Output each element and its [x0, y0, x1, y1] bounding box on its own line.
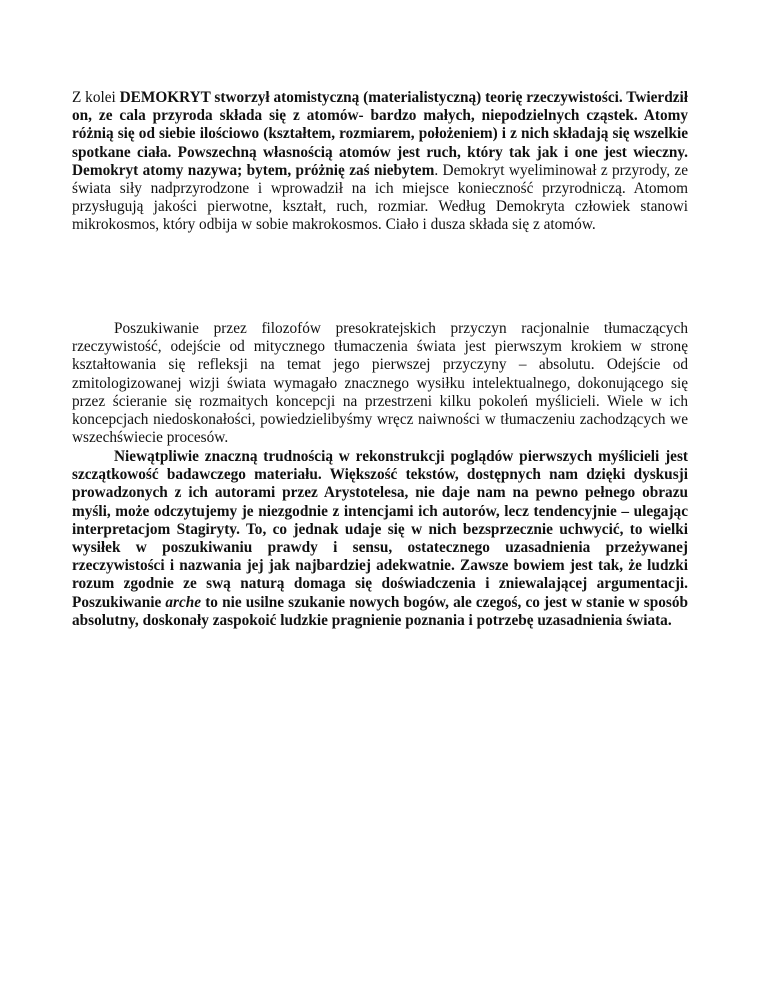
democritus-name: DEMOKRYT	[119, 89, 211, 106]
paragraph-democritus-trailing-text: . Demokryt wyeliminował z przyrody, ze świata siły nadprzyrodzone i wprowadził na ich miejsce konieczność przyrodniczą. Atomom przysługują jakości pierwotne, kształt, ruch, rozmiar. Według Demokryta człowiek stanowi mikrokosmos, który odbija w sobie makrokosmos. Ciało i dusza składa się z atomów.	[72, 161, 689, 234]
paragraph-democritus	[72, 89, 688, 235]
paragraph-presocratics: Poszukiwanie przez filozofów presokratejskich przyczyn racjonalnie tłumaczących rzeczywistość, odejście od mitycznego tłumaczenia świata jest pierwszym krokiem w stronę kształtowania się refleksji na temat jego pierwszej przyczyny – absolutu. Odejście od zmitologizowanej wizji świata wymagało znacznego wysiłku intelektualnego, dokonującego się przez ścieranie się rozmaitych koncepcji na przestrzeni kilku pokoleń myślicieli. Wiele w ich koncepcjach niedoskonałości, powiedzielibyśmy wręcz naiwności w tłumaczeniu zachodzących we wszechświecie procesów.	[72, 320, 688, 447]
paragraph-arche-text-before: Niewątpliwie znaczną trudnością w rekonstrukcji poglądów pierwszych myślicieli jest szczątkowość badawczego materiału. Większość tekstów, dostępnych nam dzięki dyskusji prowadzonych z ich autorami przez Arystotelesa, nie daje nam na pewno pełnego obrazu myśli, może odczytujemy je niezgodnie z intencjami ich autorów, lecz tendencyjnie – ulegając interpretacjom Stagiryty. To, co jednak udaje się w nich bezsprzecznie uchwycić, to wielki wysiłek w poszukiwaniu prawdy i sensu, ostatecznego uzasadnienia przeżywanej rzeczywistości i nazwania jej jak najbardziej adekwatnie. Zawsze bowiem jest tak, że ludzki rozum zgodnie ze swą naturą domaga się doświadczenia i zniewalającej argumentacji. Poszukiwanie	[72, 448, 688, 611]
paragraph-democritus-bold-text: stworzył atomistyczną (materialistyczną) teorię rzeczywistości. Twierdził on, ze cala przyroda składa się z atomów- bardzo małych, niepodzielnych cząstek. Atomy różnią się od siebie ilościowo (kształtem, rozmiarem, położeniem) i z nich składają się wszelkie spotkane ciała. Powszechną własnością atomów jest ruch, który tak jak i one jest wieczny. Demokryt atomy nazywa; bytem, próżnię zaś niebytem	[72, 89, 688, 179]
arche-term: arche	[165, 593, 202, 611]
paragraph-arche	[72, 448, 688, 630]
paragraph-democritus-lead: Z kolei	[72, 89, 120, 106]
paragraph-arche-text-after: to nie usilne szukanie nowych bogów, ale czegoś, co jest w stanie w sposób absolutny, doskonały zaspokoić ludzkie pragnienie poznania i potrzebę uzasadnienia świata.	[72, 593, 688, 629]
